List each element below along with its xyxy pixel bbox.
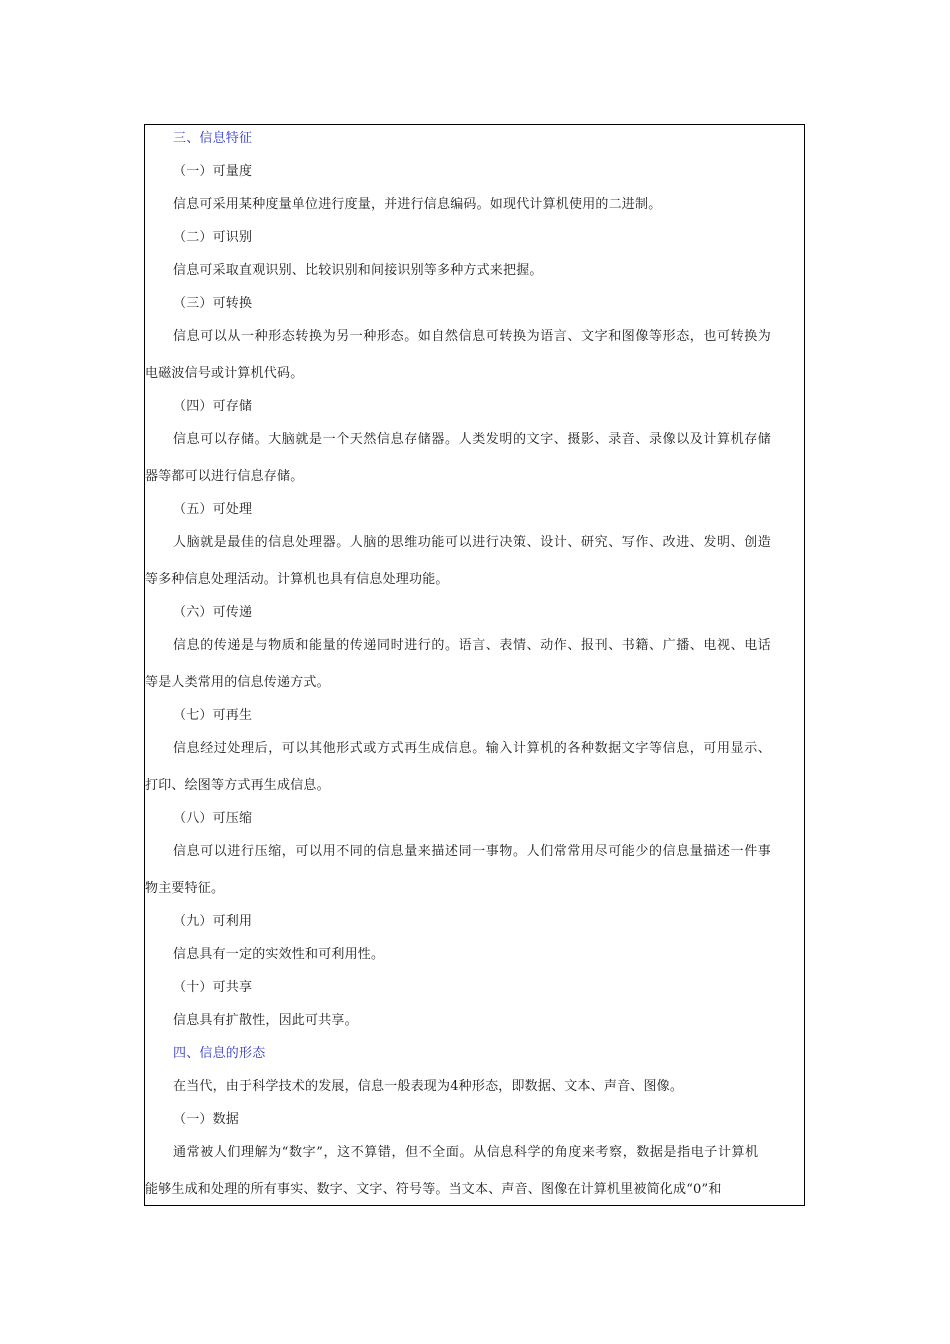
paragraph-line: 打印、绘图等方式再生成信息。 bbox=[145, 778, 330, 793]
paragraph-line: 人脑就是最佳的信息处理器。人脑的思维功能可以进行决策、设计、研究、写作、改进、发明、创造 bbox=[173, 535, 772, 550]
paragraph-line: 信息具有一定的实效性和可利用性。 bbox=[173, 947, 385, 962]
section-heading-features: 三、信息特征 bbox=[173, 131, 253, 146]
item-heading-usable: （九）可利用 bbox=[173, 914, 253, 929]
item-heading-processable: （五）可处理 bbox=[173, 502, 253, 517]
paragraph-line: 信息可以进行压缩，可以用不同的信息量来描述同一事物。人们常常用尽可能少的信息量描述一件事 bbox=[173, 844, 772, 859]
paragraph-line: 信息具有扩散性，因此可共享。 bbox=[173, 1013, 358, 1028]
item-heading-renewable: （七）可再生 bbox=[173, 708, 253, 723]
paragraph-line: 信息可采取直观识别、比较识别和间接识别等多种方式来把握。 bbox=[173, 263, 543, 278]
content-table-cell bbox=[144, 124, 805, 1206]
item-heading-storable: （四）可存储 bbox=[173, 399, 253, 414]
paragraph-line: 信息的传递是与物质和能量的传递同时进行的。语言、表情、动作、报刊、书籍、广播、电视、电话 bbox=[173, 638, 772, 653]
item-heading-shareable: （十）可共享 bbox=[173, 980, 253, 995]
paragraph-line: 信息可以存储。大脑就是一个天然信息存储器。人类发明的文字、摄影、录音、录像以及计算机存储 bbox=[173, 432, 772, 447]
item-heading-data: （一）数据 bbox=[173, 1112, 240, 1127]
section-heading-forms: 四、信息的形态 bbox=[173, 1046, 266, 1061]
paragraph-line: 等是人类常用的信息传递方式。 bbox=[145, 675, 330, 690]
paragraph-line: 信息经过处理后，可以其他形式或方式再生成信息。输入计算机的各种数据文字等信息，可用显示、 bbox=[173, 741, 772, 756]
paragraph-line: 通常被人们理解为“数字”，这不算错，但不全面。从信息科学的角度来考察，数据是指电子计算机 bbox=[173, 1145, 759, 1160]
item-heading-measurable: （一）可量度 bbox=[173, 164, 253, 179]
item-heading-convertible: （三）可转换 bbox=[173, 296, 253, 311]
paragraph-line: 电磁波信号或计算机代码。 bbox=[145, 366, 304, 381]
item-heading-compressible: （八）可压缩 bbox=[173, 811, 253, 826]
item-heading-identifiable: （二）可识别 bbox=[173, 230, 253, 245]
paragraph-line: 等多种信息处理活动。计算机也具有信息处理功能。 bbox=[145, 572, 449, 587]
paragraph-line: 能够生成和处理的所有事实、数字、文字、符号等。当文本、声音、图像在计算机里被简化成“0”和 bbox=[145, 1182, 722, 1197]
paragraph-line: 物主要特征。 bbox=[145, 881, 225, 896]
paragraph-line: 器等都可以进行信息存储。 bbox=[145, 469, 304, 484]
paragraph-line: 信息可以从一种形态转换为另一种形态。如自然信息可转换为语言、文字和图像等形态，也可转换为 bbox=[173, 329, 772, 344]
paragraph-line: 信息可采用某种度量单位进行度量，并进行信息编码。如现代计算机使用的二进制。 bbox=[173, 197, 662, 212]
paragraph-line: 在当代，由于科学技术的发展，信息一般表现为4种形态，即数据、文本、声音、图像。 bbox=[173, 1079, 684, 1094]
item-heading-transferable: （六）可传递 bbox=[173, 605, 253, 620]
